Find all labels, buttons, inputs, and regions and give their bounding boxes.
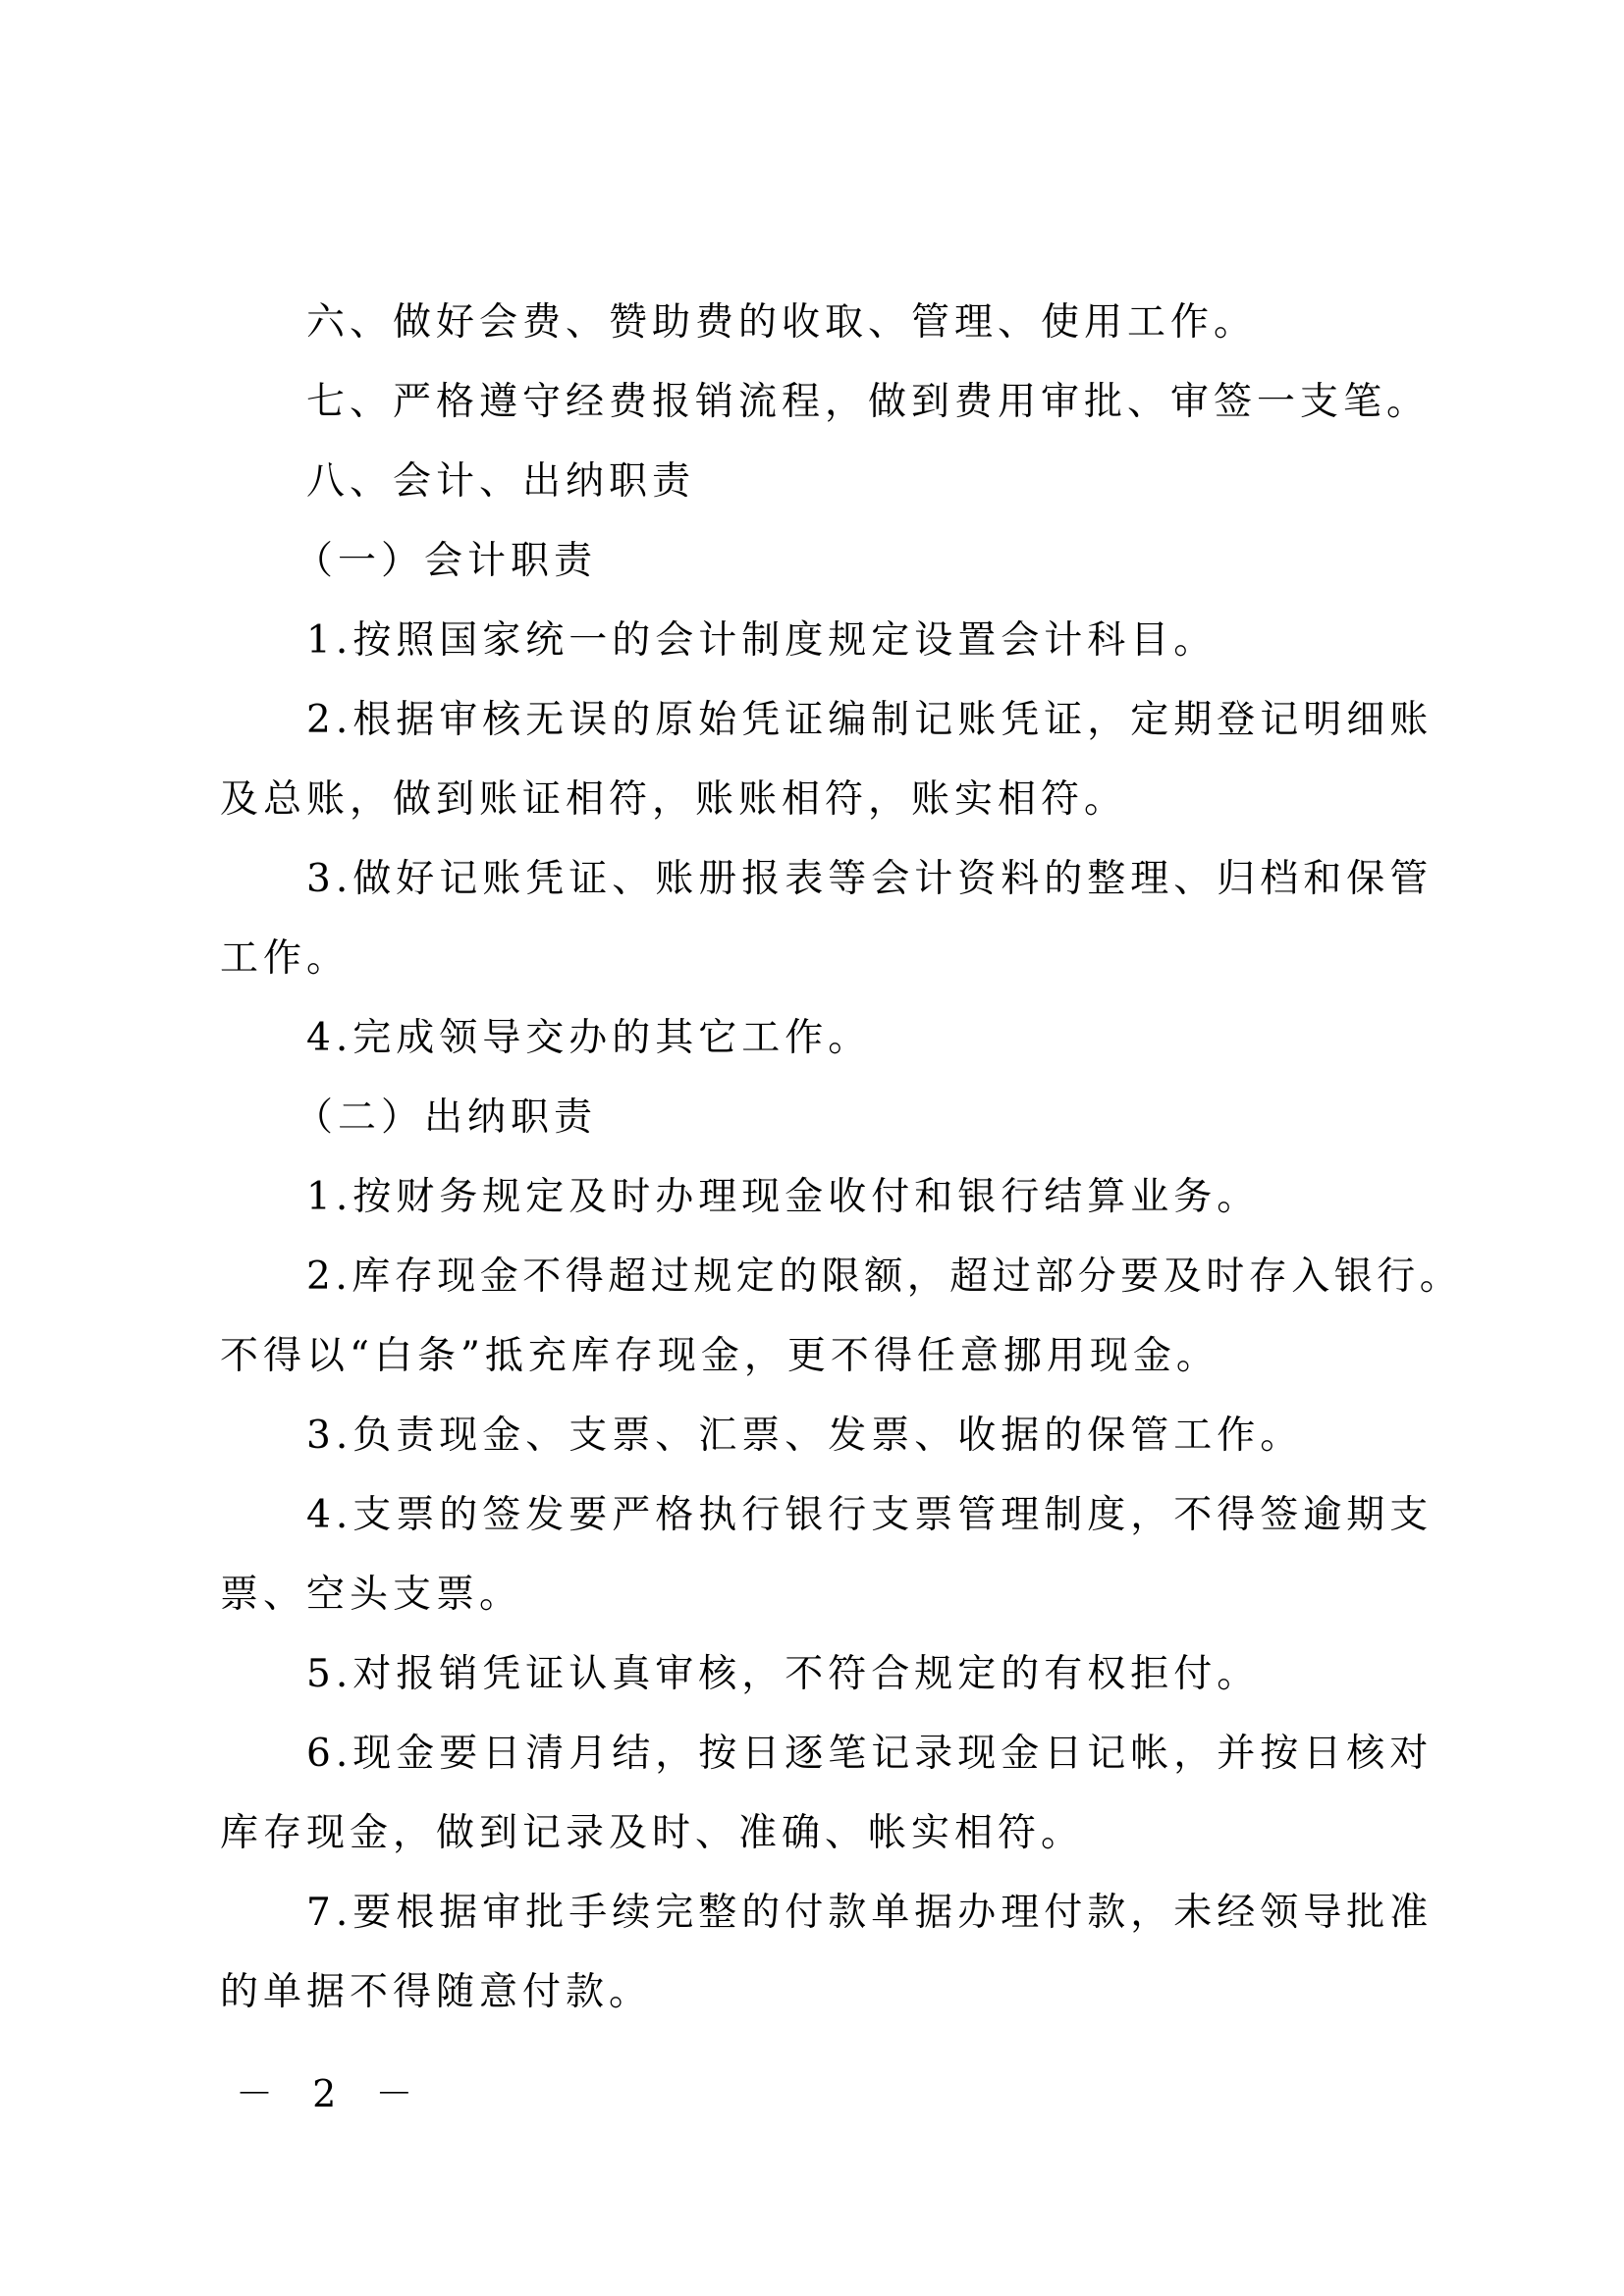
accounting-item-2: 2.根据审核无误的原始凭证编制记账凭证，定期登记明细账 xyxy=(306,698,1434,742)
section-heading-8: 八、会计、出纳职责 xyxy=(306,459,696,504)
cashier-item-2: 2.库存现金不得超过规定的限额，超过部分要及时存入银行。 xyxy=(306,1255,1463,1299)
cashier-item-4-cont: 票、空头支票。 xyxy=(220,1573,523,1617)
accounting-item-2-cont: 及总账，做到账证相符，账账相符，账实相符。 xyxy=(220,777,1128,822)
accounting-item-3-cont: 工作。 xyxy=(220,936,351,981)
subsection-heading-2: （二）出纳职责 xyxy=(295,1095,598,1140)
cashier-item-6-cont: 库存现金，做到记录及时、准确、帐实相符。 xyxy=(220,1811,1085,1855)
cashier-item-2-cont: 不得以“白条”抵充库存现金，更不得任意挪用现金。 xyxy=(220,1334,1219,1378)
cashier-item-5: 5.对报销凭证认真审核，不符合规定的有权拒付。 xyxy=(306,1652,1261,1696)
cashier-item-1: 1.按财务规定及时办理现金收付和银行结算业务。 xyxy=(306,1175,1261,1219)
paragraph-7: 七、严格遵守经费报销流程，做到费用审批、审签一支笔。 xyxy=(306,380,1431,424)
cashier-item-4: 4.支票的签发要严格执行银行支票管理制度，不得签逾期支 xyxy=(306,1493,1434,1537)
cashier-item-7: 7.要根据审批手续完整的付款单据办理付款，未经领导批准 xyxy=(306,1891,1434,1935)
cashier-item-3: 3.负责现金、支票、汇票、发票、收据的保管工作。 xyxy=(306,1414,1304,1458)
cashier-item-7-cont: 的单据不得随意付款。 xyxy=(220,1970,653,2014)
accounting-item-3: 3.做好记账凭证、账册报表等会计资料的整理、归档和保管 xyxy=(306,857,1434,901)
accounting-item-1: 1.按照国家统一的会计制度规定设置会计科目。 xyxy=(306,618,1218,663)
page-number: － 2 － xyxy=(236,2072,427,2115)
subsection-heading-1: （一）会计职责 xyxy=(295,539,598,583)
accounting-item-4: 4.完成领导交办的其它工作。 xyxy=(306,1016,872,1060)
cashier-item-6: 6.现金要日清月结，按日逐笔记录现金日记帐，并按日核对 xyxy=(306,1732,1434,1776)
paragraph-6: 六、做好会费、赞助费的收取、管理、使用工作。 xyxy=(306,300,1258,345)
